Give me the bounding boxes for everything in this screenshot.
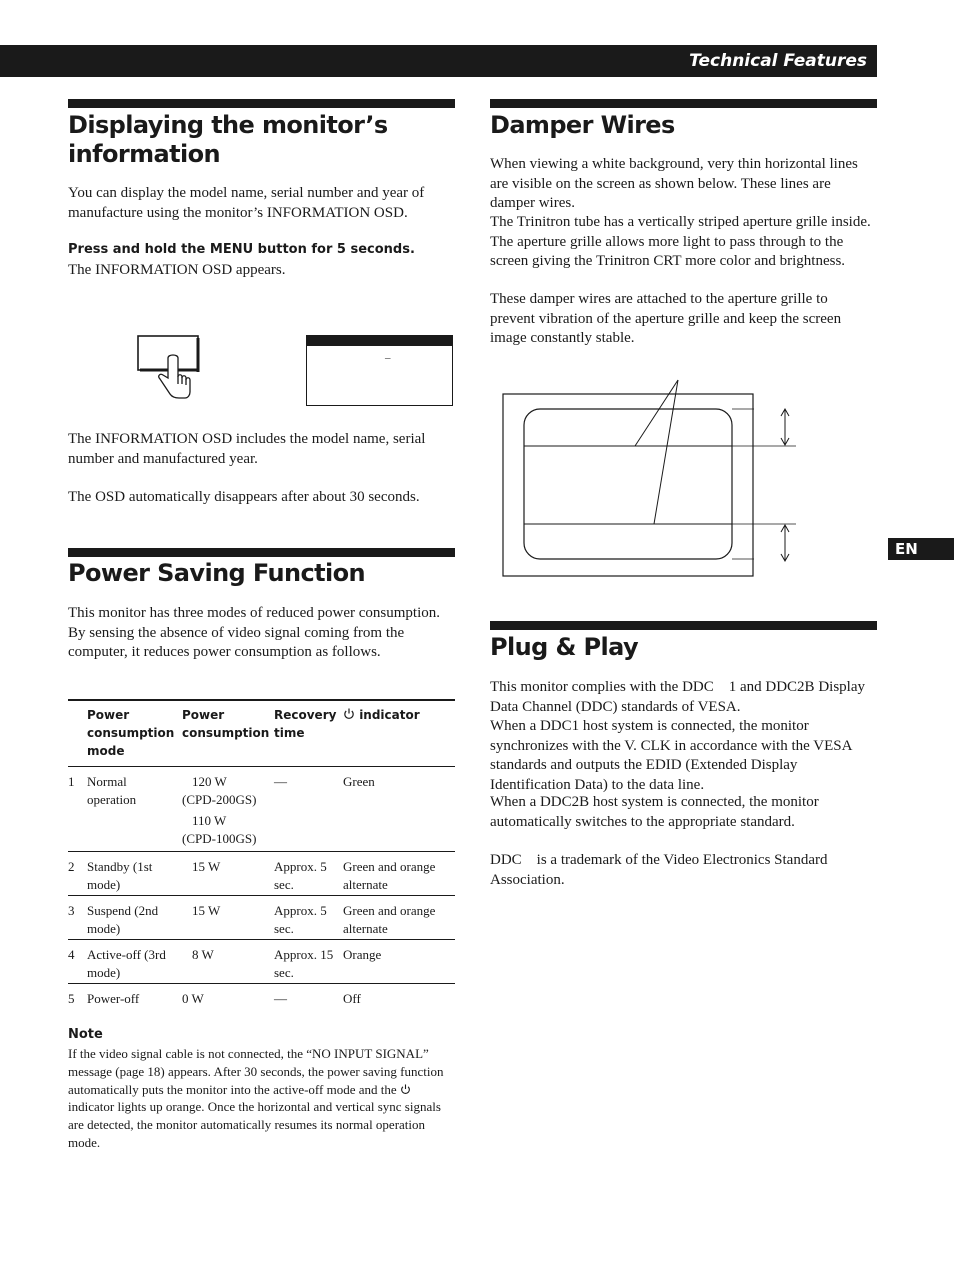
language-tab: EN (888, 538, 954, 560)
power-heading: Power Saving Function (68, 559, 365, 587)
damper-p1: When viewing a white background, very thin horizontal lines are visible on the screen as shown below. These lines are damper wires. (490, 156, 858, 211)
plug-p3: When a DDC2B host system is connected, the monitor automatically switches to the appropriate standard. (490, 794, 819, 830)
col-recovery: Recovery time (274, 708, 337, 740)
power-icon (343, 708, 355, 720)
col-mode: Power consumption mode (87, 708, 175, 758)
info-instruction: Press and hold the MENU button for 5 seconds. (68, 242, 415, 257)
power-table (68, 699, 455, 1010)
table-row: 3 Suspend (2nd mode) 15 W Approx. 5 sec. Green and orange alternate (68, 896, 455, 940)
table-row: 5 Power-off 0 W — Off (68, 991, 361, 1006)
plug-heading: Plug & Play (490, 633, 639, 661)
table-row: 2 Standby (1st mode) 15 W Approx. 5 sec. Green and orange alternate (68, 852, 455, 896)
damper-p3: These damper wires are attached to the aperture grille to prevent vibration of the aperture grille and keep the screen image constantly stable. (490, 291, 842, 346)
info-includes: The INFORMATION OSD includes the model name, serial number and manufactured year. (68, 431, 426, 467)
col-consumption: Power consumption (182, 708, 270, 740)
damper-heading: Damper Wires (490, 111, 675, 139)
osd-title-bar (307, 336, 452, 346)
info-disappears: The OSD automatically disappears after about 30 seconds. (68, 489, 420, 505)
section-rule (490, 99, 877, 108)
info-appears: The INFORMATION OSD appears. (68, 262, 286, 278)
info-heading (68, 111, 458, 169)
col-indicator: indicator (343, 700, 455, 767)
table-row: 1 Normal operation 120 W (CPD-200GS) 110 W (CPD-100GS) — Green (68, 767, 455, 852)
damper-p2: The Trinitron tube has a vertically striped aperture grille inside. The aperture grille allows more light to pass through to the screen giving the Trinitron CRT more color and brightness. (490, 214, 871, 269)
section-rule (68, 99, 455, 108)
info-heading-line1: Displaying the monitor’s (68, 111, 388, 139)
note-text: If the video signal cable is not connected, the “NO INPUT SIGNAL” message (page 18) appears. After 30 seconds, the power saving function automatically puts the monitor into the active-off mode and the indicator lights up orange. Once the horizontal and vertical sync signals are detected, the monitor automatically resumes its normal operation mode. (68, 1046, 444, 1150)
power-intro: This monitor has three modes of reduced power consumption. By sensing the absence of video signal coming from the computer, it reduces power consumption as follows. (68, 605, 440, 660)
table-row: 4 Active-off (3rd mode) 8 W Approx. 15 sec. Orange (68, 940, 455, 984)
plug-trademark: DDC is a trademark of the Video Electronics Standard Association. (490, 852, 831, 888)
plug-p1: This monitor complies with the DDC 1 and DDC2B Display Data Channel (DDC) standards of VESA. (490, 679, 869, 715)
info-intro: You can display the model name, serial number and year of manufacture using the monitor’s INFORMATION OSD. (68, 185, 425, 221)
info-heading-line2: information (68, 140, 220, 168)
table-header-row (68, 700, 455, 767)
section-rule (490, 621, 877, 630)
osd-placeholder: – (385, 352, 391, 364)
power-icon (400, 1084, 411, 1095)
screen-outline (524, 409, 732, 559)
section-title: Technical Features (689, 51, 867, 71)
osd-window (306, 335, 453, 406)
header-bar (0, 45, 877, 77)
menu-button-illustration (132, 332, 208, 404)
plug-p2: When a DDC1 host system is connected, the monitor synchronizes with the V. CLK in accordance with the VESA standards and outputs the EDID (Extended Display Identification Data) to the data line. (490, 718, 852, 793)
section-rule (68, 548, 455, 557)
damper-wire-diagram (500, 376, 800, 582)
note-label: Note (68, 1027, 103, 1042)
